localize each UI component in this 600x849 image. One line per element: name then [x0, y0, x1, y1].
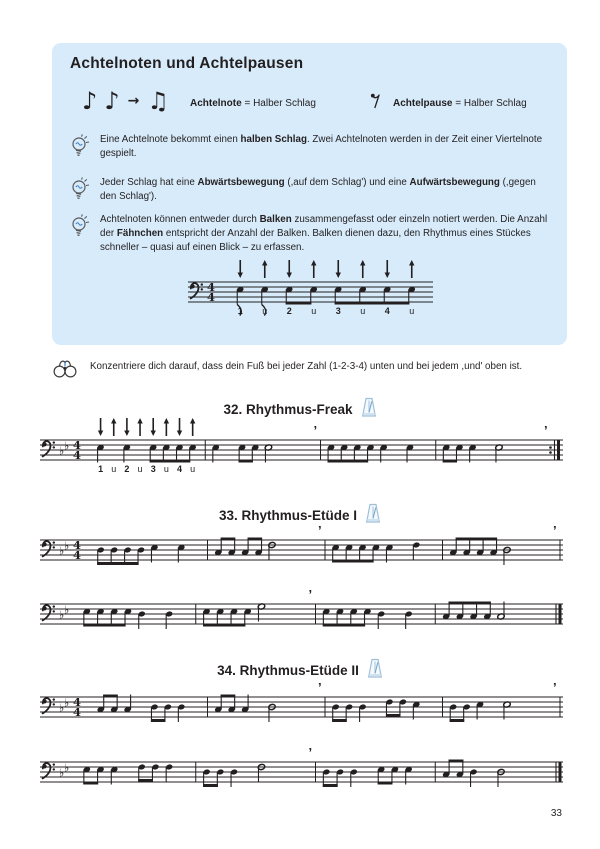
svg-text:u: u	[360, 306, 366, 316]
note-symbols-row	[52, 87, 567, 127]
svg-text:’: ’	[308, 748, 313, 760]
achtelpause-label: Achtelpause = Halber Schlag	[393, 98, 527, 109]
svg-text:♭: ♭	[59, 701, 65, 715]
reminder-row	[52, 356, 552, 384]
binoculars-icon	[52, 356, 78, 384]
arrow-right-icon: →	[127, 93, 140, 109]
svg-text:’: ’	[553, 526, 557, 538]
reminder-text: Konzentriere dich darauf, dass dein Fuß bei jeder Zahl (1-2-3-4) unten und bei jedem ,und' oben ist.	[90, 361, 523, 372]
svg-text:4: 4	[177, 464, 183, 474]
svg-text:u: u	[111, 464, 117, 474]
svg-text:4: 4	[72, 538, 82, 552]
svg-text:4: 4	[72, 695, 82, 709]
svg-text:4: 4	[72, 705, 82, 719]
svg-text:♭: ♭	[59, 444, 65, 458]
svg-text:♭: ♭	[64, 439, 70, 453]
metronome-icon	[365, 503, 381, 527]
lightbulb-icon	[70, 176, 91, 205]
svg-text:4: 4	[72, 548, 82, 562]
tip-text: Eine Achtelnote bekommt einen halben Schlag. Zwei Achtelnoten werden in der Zeit einer Viertelnote gespielt.	[100, 134, 543, 159]
svg-text:4: 4	[72, 448, 82, 462]
svg-text:♭: ♭	[59, 544, 65, 558]
svg-text:u: u	[163, 464, 169, 474]
eighth-rest-icon	[370, 92, 382, 114]
svg-text:u: u	[409, 306, 415, 316]
eighth-note-icon: ♪	[104, 87, 120, 115]
staff-system-33b	[40, 590, 563, 653]
eighth-note-icon: ♪	[82, 87, 98, 115]
svg-text:u: u	[262, 306, 268, 316]
svg-text:1: 1	[237, 306, 243, 316]
svg-text:4: 4	[384, 306, 390, 316]
svg-text:u: u	[137, 464, 143, 474]
tip-text: Jeder Schlag hat eine Abwärtsbewegung (,auf dem Schlag') und eine Aufwärtsbewegung (,gegen den Schlag').	[100, 177, 536, 202]
lightbulb-icon	[70, 133, 91, 162]
svg-text:♭: ♭	[59, 608, 65, 622]
tip-text: Achtelnoten können entweder durch Balken zusammengefasst oder einzeln notiert werden. Die Anzahl der Fähnchen entspricht der Anzahl der Balken. Balken dienen dazu, den Rhythmus eines Stückes schneller – quasi auf einen Blick – zu erfassen.	[100, 214, 548, 253]
exercise-34-title-row	[0, 658, 600, 682]
svg-text:’: ’	[544, 423, 548, 438]
tip-item	[70, 213, 552, 255]
svg-text:♭: ♭	[64, 696, 70, 710]
svg-text:’: ’	[313, 423, 318, 438]
exercise-33-title-row	[0, 503, 600, 527]
lightbulb-icon	[70, 213, 91, 255]
svg-text:’: ’	[553, 683, 557, 695]
tip-item	[70, 133, 552, 162]
svg-text:♭: ♭	[64, 539, 70, 553]
svg-text:4: 4	[206, 280, 216, 294]
svg-text:♭: ♭	[64, 761, 70, 775]
page-number: 33	[550, 808, 562, 819]
achtelnote-label: Achtelnote = Halber Schlag	[190, 98, 316, 109]
exercise-title: 32. Rhythmus-Freak	[223, 401, 353, 417]
svg-text:u: u	[311, 306, 317, 316]
staff-system-34b	[40, 748, 563, 811]
eighth-note-symbols	[82, 89, 169, 113]
svg-text:3: 3	[150, 464, 156, 474]
svg-text:4: 4	[206, 290, 216, 304]
exercise-title: 33. Rhythmus-Etüde I	[218, 507, 358, 523]
beat-demo-staff	[188, 256, 433, 333]
staff-system-33a	[40, 526, 563, 589]
svg-text:3: 3	[335, 306, 341, 316]
svg-text:’: ’	[318, 683, 322, 695]
tip-item	[70, 176, 552, 205]
staff-system-32	[40, 414, 563, 495]
staff-system-34a	[40, 683, 563, 746]
svg-text:2: 2	[286, 306, 292, 316]
svg-text:’: ’	[308, 590, 313, 602]
svg-text:♭: ♭	[64, 603, 70, 617]
svg-text:♭: ♭	[59, 766, 65, 780]
svg-text:’: ’	[318, 526, 322, 538]
svg-text:2: 2	[124, 464, 130, 474]
page-title: Achtelnoten und Achtelpausen	[70, 55, 304, 72]
exercise-title: 34. Rhythmus-Etüde II	[217, 662, 359, 678]
svg-text:4: 4	[72, 438, 82, 452]
svg-text:u: u	[190, 464, 196, 474]
metronome-icon	[367, 658, 383, 682]
svg-text:1: 1	[98, 464, 104, 474]
beamed-eighths-icon: ♫	[147, 87, 169, 115]
intro-box	[52, 43, 567, 345]
